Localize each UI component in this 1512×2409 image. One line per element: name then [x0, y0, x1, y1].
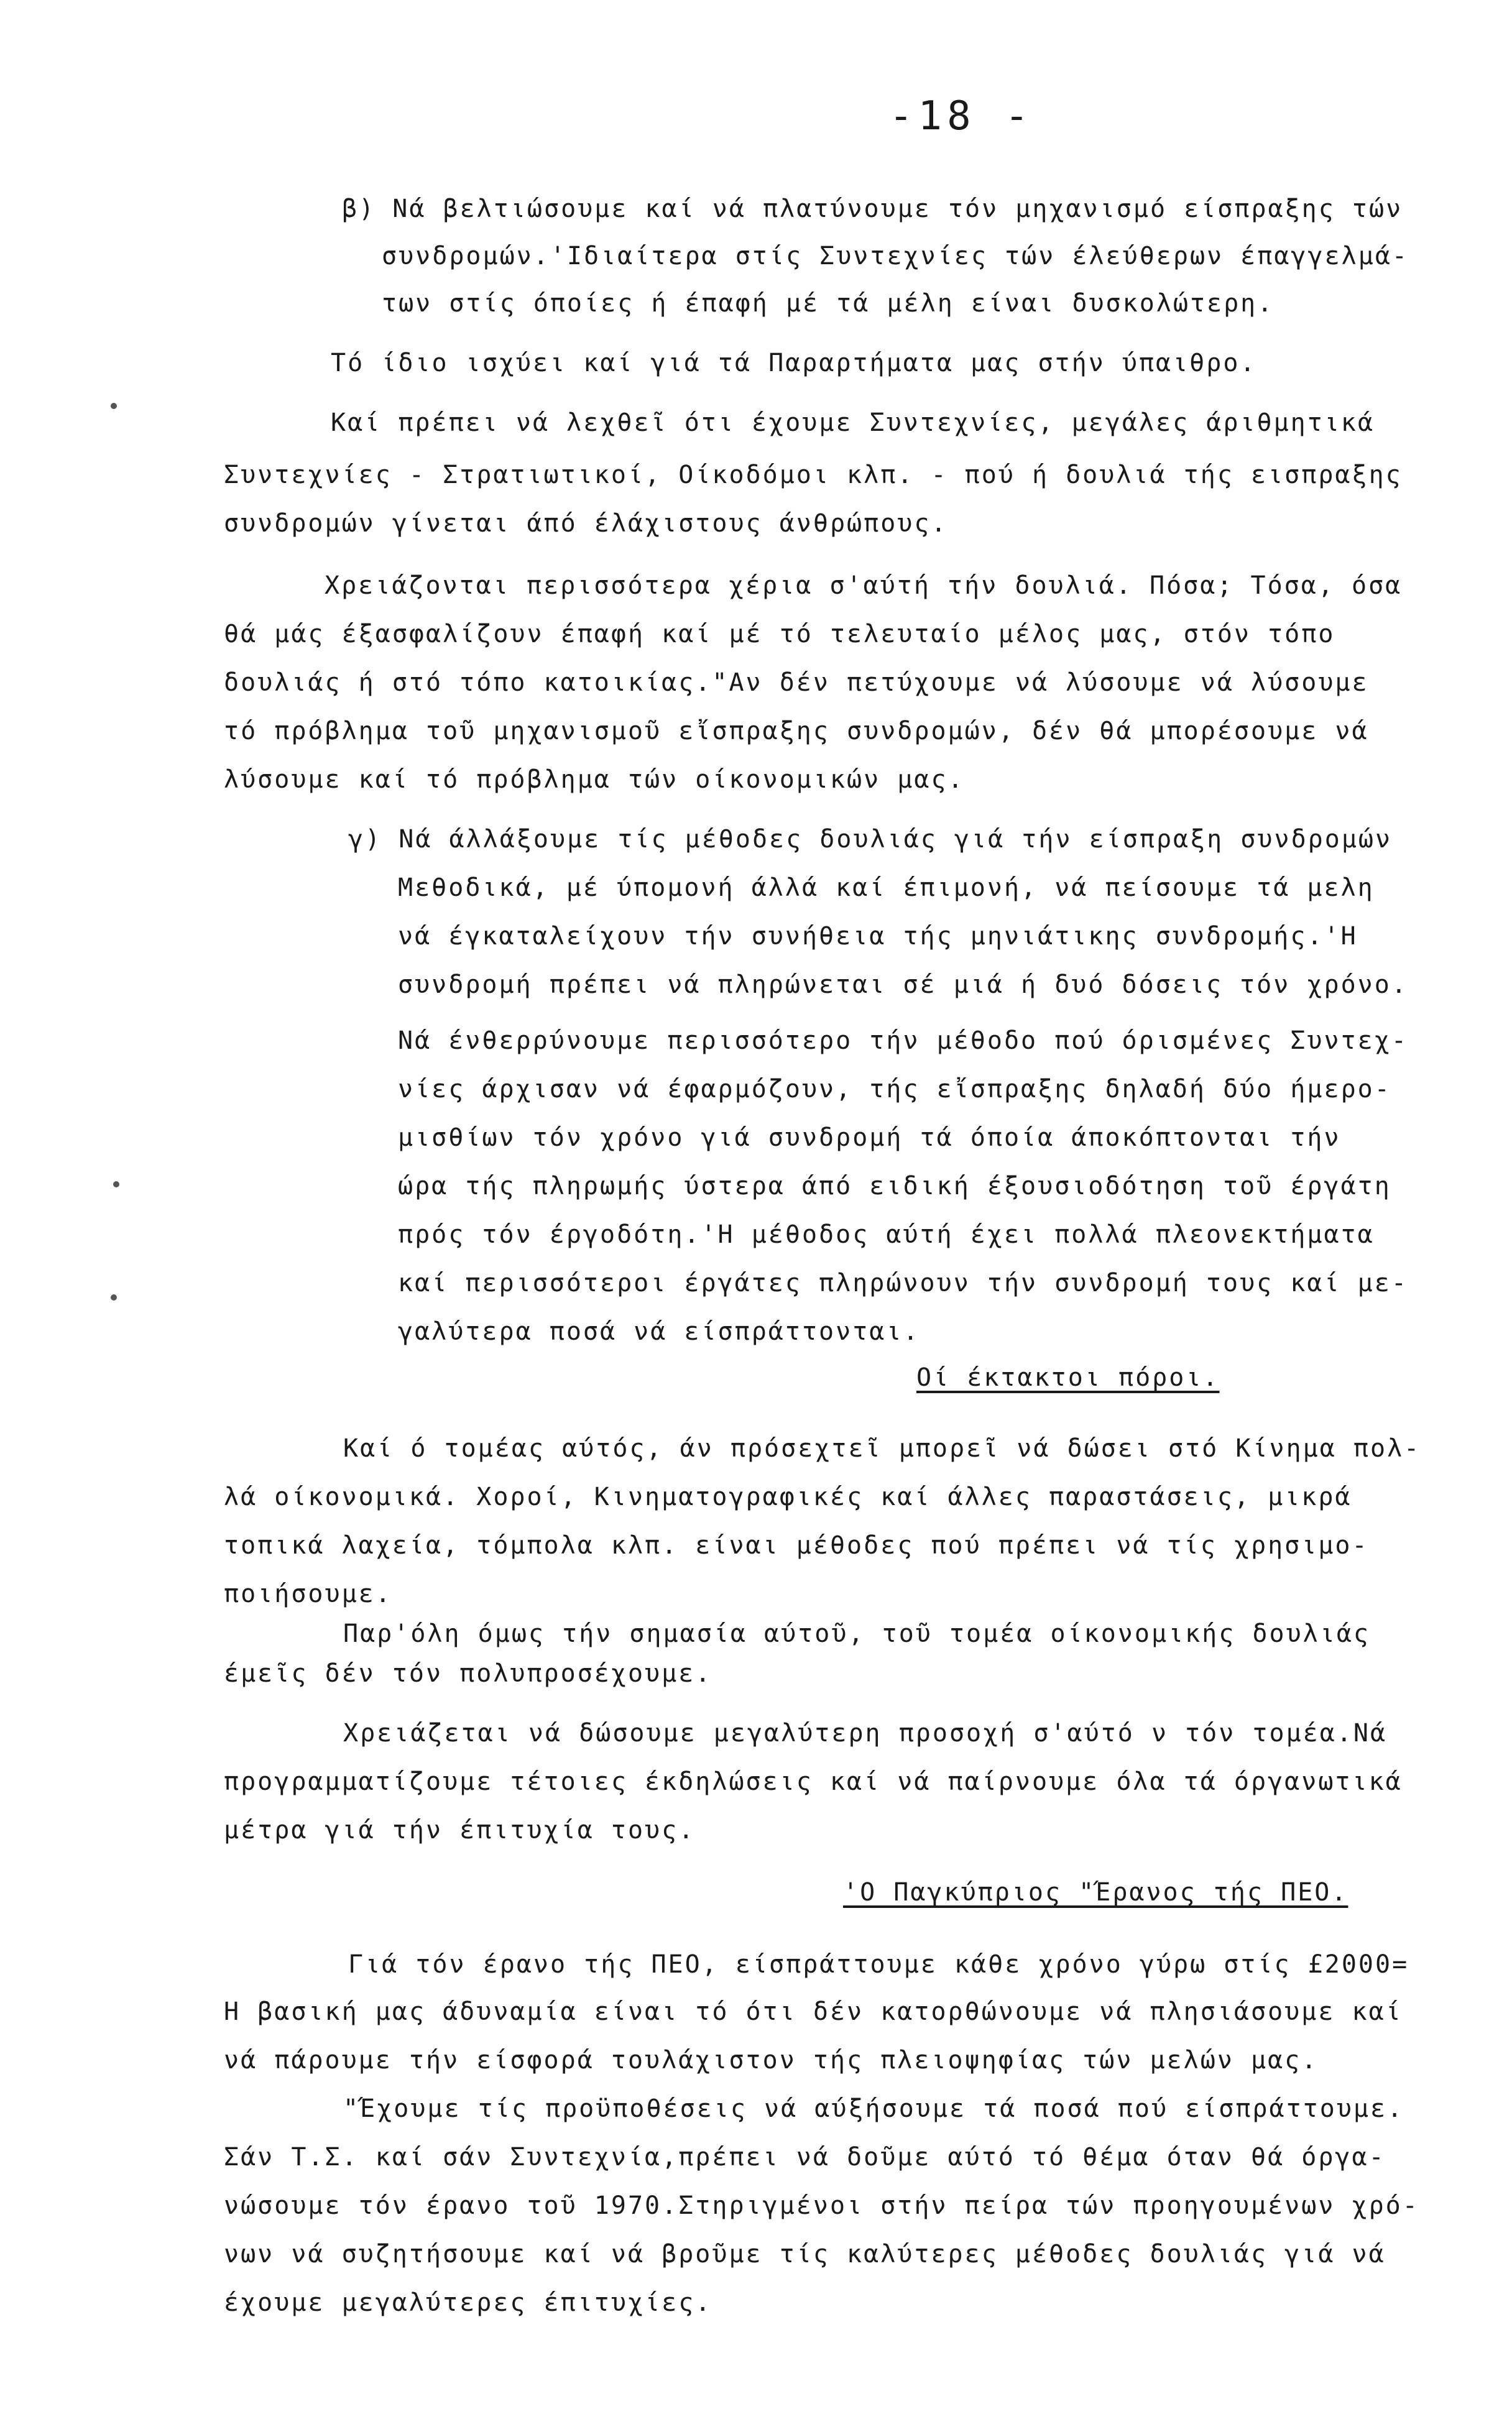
paragraph-line: έμεῖς δέν τόν πολυπροσέχουμε. — [224, 1659, 712, 1688]
paragraph-line: Παρ'όλη όμως τήν σημασία αύτοῦ, τοῦ τομέα οίκονομικής δουλιάς — [343, 1619, 1371, 1648]
paragraph-line: δουλιάς ή στό τόπο κατοικίας."Αν δέν πετύχουμε νά λύσουμε νά λύσουμε — [224, 668, 1369, 697]
paragraph-line: Καί ό τομέας αύτός, άν πρόσεχτεῖ μπορεῖ νά δώσει στό Κίνημα πολ- — [343, 1434, 1421, 1463]
paragraph-line: λύσουμε καί τό πρόβλημα τών οίκονομικών μας. — [224, 765, 965, 794]
scan-speck — [111, 1294, 117, 1301]
paragraph-line: Συντεχνίες - Στρατιωτικοί, Οίκοδόμοι κλπ. - πού ή δουλιά τής εισπραξης — [224, 461, 1403, 489]
paragraph-line: των στίς όποίες ή έπαφή μέ τά μέλη είναι δυσκολώτερη. — [382, 289, 1275, 318]
paragraph-line: θά μάς έξασφαλίζουν έπαφή καί μέ τό τελευταίο μέλος μας, στόν τόπο — [224, 620, 1335, 648]
paragraph-line: Γιά τόν έρανο τής ΠΕΟ, είσπράττουμε κάθε χρόνο γύρω στίς £2000= — [348, 1950, 1409, 1979]
paragraph-line: Νά ένθερρύνουμε περισσότερο τήν μέθοδο πού όρισμένες Συντεχ- — [398, 1026, 1408, 1055]
paragraph-line: Χρειάζονται περισσότερα χέρια σ'αύτή τήν δουλιά. Πόσα; Τόσα, όσα — [325, 571, 1403, 600]
paragraph-line: λά οίκονομικά. Χοροί, Κινηματογραφικές καί άλλες παραστάσεις, μικρά — [224, 1483, 1352, 1511]
paragraph-line: β) Νά βελτιώσουμε καί νά πλατύνουμε τόν μηχανισμό είσπραξης τών — [342, 195, 1403, 223]
scan-speck — [111, 403, 117, 409]
paragraph-line: προγραμματίζουμε τέτοιες έκδηλώσεις καί νά παίρνουμε όλα τά όργανωτικά — [224, 1767, 1403, 1796]
scan-speck — [113, 1181, 119, 1187]
paragraph-line: μισθίων τόν χρόνο γιά συνδρομή τά όποία άποκόπτονται τήν — [398, 1123, 1341, 1152]
paragraph-line: Καί πρέπει νά λεχθεῖ ότι έχουμε Συντεχνίες, μεγάλες άριθμητικά — [331, 408, 1375, 437]
paragraph-line: νώσουμε τόν έρανο τοῦ 1970.Στηριγμένοι στήν πείρα τών προηγουμένων χρό- — [224, 2191, 1419, 2220]
paragraph-line: πρός τόν έργοδότη.'Η μέθοδος αύτή έχει πολλά πλεονεκτήματα — [398, 1220, 1375, 1249]
paragraph-line: έχουμε μεγαλύτερες έπιτυχίες. — [224, 2288, 712, 2317]
paragraph-line: ώρα τής πληρωμής ύστερα άπό ειδική έξουσιοδότηση τοῦ έργάτη — [398, 1172, 1391, 1200]
paragraph-line: νά πάρουμε τήν είσφορά τουλάχιστον τής πλειοψηφίας τών μελών μας. — [224, 2046, 1319, 2075]
paragraph-line: καί περισσότεροι έργάτες πληρώνουν τήν συνδρομή τους καί με- — [398, 1269, 1408, 1297]
paragraph-line: Η βασική μας άδυναμία είναι τό ότι δέν κατορθώνουμε νά πλησιάσουμε καί — [224, 1997, 1403, 2026]
paragraph-line: συνδρομή πρέπει νά πληρώνεται σέ μιά ή δυό δόσεις τόν χρόνο. — [398, 970, 1408, 999]
paragraph-line: Τό ίδιο ισχύει καί γιά τά Παραρτήματα μας στήν ύπαιθρο. — [331, 349, 1257, 377]
section-heading: Οί έκτακτοι πόροι. — [916, 1363, 1220, 1392]
paragraph-line: νίες άρχισαν νά έφαρμόζουν, τής εἴσπραξης δηλαδή δύο ήμερο- — [398, 1075, 1391, 1103]
paragraph-line: Μεθοδικά, μέ ύπομονή άλλά καί έπιμονή, νά πείσουμε τά μελη — [398, 873, 1375, 902]
paragraph-line: μέτρα γιά τήν έπιτυχία τους. — [224, 1816, 696, 1845]
paragraph-line: συνδρομών.'Ιδιαίτερα στίς Συντεχνίες τών έλεύθερων έπαγγελμά- — [382, 242, 1409, 270]
paragraph-line: τό πρόβλημα τοῦ μηχανισμοῦ εἴσπραξης συνδρομών, δέν θά μπορέσουμε νά — [224, 717, 1369, 745]
page-number: -18 - — [889, 93, 1034, 139]
paragraph-line: "Έχουμε τίς προϋποθέσεις νά αύξήσουμε τά ποσά πού είσπράττουμε. — [343, 2094, 1404, 2123]
paragraph-line: Χρειάζεται νά δώσουμε μεγαλύτερη προσοχή σ'αύτό ν τόν τομέα.Νά — [343, 1719, 1388, 1748]
paragraph-line: νά έγκαταλείχουν τήν συνήθεια τής μηνιάτικης συνδρομής.'Η — [398, 922, 1358, 951]
paragraph-line: γαλύτερα ποσά νά είσπράττονται. — [398, 1317, 920, 1346]
paragraph-line: Σάν Τ.Σ. καί σάν Συντεχνία,πρέπει νά δοῦμε αύτό τό θέμα όταν θά όργα- — [224, 2143, 1386, 2172]
paragraph-line: νων νά συζητήσουμε καί νά βροῦμε τίς καλύτερες μέθοδες δουλιάς γιά νά — [224, 2240, 1386, 2269]
paragraph-line: γ) Νά άλλάξουμε τίς μέθοδες δουλιάς γιά τήν είσπραξη συνδρομών — [348, 825, 1393, 854]
paragraph-line: συνδρομών γίνεται άπό έλάχιστους άνθρώπους. — [224, 509, 948, 538]
section-heading: 'Ο Παγκύπριος "Έρανος τής ΠΕΟ. — [843, 1878, 1348, 1907]
paragraph-line: τοπικά λαχεία, τόμπολα κλπ. είναι μέθοδες πού πρέπει νά τίς χρησιμο- — [224, 1531, 1369, 1560]
paragraph-line: ποιήσουμε. — [224, 1580, 392, 1608]
